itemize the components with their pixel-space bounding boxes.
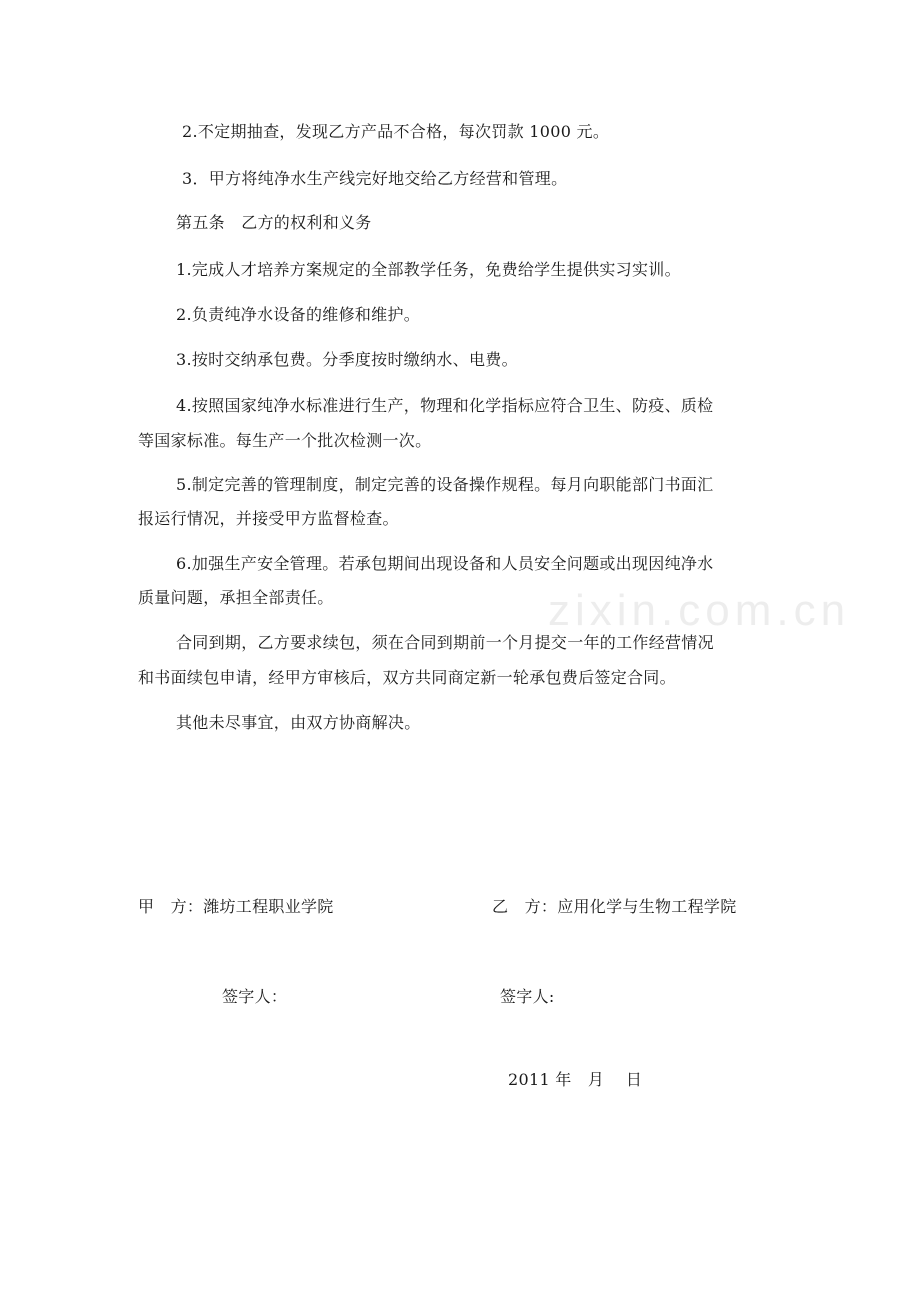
- paragraph-line: 2.负责纯净水设备的维修和维护。: [176, 305, 421, 324]
- party-b-label: 乙 方：应用化学与生物工程学院: [492, 897, 737, 916]
- signer-b-label: 签字人:: [500, 987, 555, 1006]
- party-a-label: 甲 方：潍坊工程职业学院: [138, 897, 334, 916]
- paragraph-line: 5.制定完善的管理制度，制定完善的设备操作规程。每月向职能部门书面汇: [176, 475, 714, 494]
- paragraph-line: 6.加强生产安全管理。若承包期间出现设备和人员安全问题或出现因纯净水: [176, 554, 714, 573]
- paragraph-line: 1.完成人才培养方案规定的全部教学任务，免费给学生提供实习实训。: [176, 260, 681, 279]
- paragraph-line: 合同到期，乙方要求续包，须在合同到期前一个月提交一年的工作经营情况: [176, 633, 714, 652]
- signer-a-label: 签字人：: [222, 987, 288, 1006]
- paragraph-line: 3.按时交纳承包费。分季度按时缴纳水、电费。: [176, 350, 518, 369]
- signing-date: 2011 年 月 日: [508, 1070, 643, 1089]
- paragraph-line: 2.不定期抽查，发现乙方产品不合格，每次罚款 1000 元。: [182, 122, 610, 141]
- watermark: zixin.com.cn: [548, 586, 851, 635]
- paragraph-line: 4.按照国家纯净水标准进行生产，物理和化学指标应符合卫生、防疫、质检: [176, 396, 714, 415]
- paragraph-line: 其他未尽事宜，由双方协商解决。: [176, 713, 421, 732]
- paragraph-line: 和书面续包申请，经甲方审核后，双方共同商定新一轮承包费后签定合同。: [138, 668, 676, 687]
- paragraph-line: 等国家标准。每生产一个批次检测一次。: [138, 431, 432, 450]
- section-heading: 第五条 乙方的权利和义务: [176, 213, 372, 232]
- paragraph-line: 3．甲方将纯净水生产线完好地交给乙方经营和管理。: [182, 169, 568, 188]
- paragraph-line: 质量问题，承担全部责任。: [138, 588, 334, 607]
- paragraph-line: 报运行情况，并接受甲方监督检查。: [138, 509, 399, 528]
